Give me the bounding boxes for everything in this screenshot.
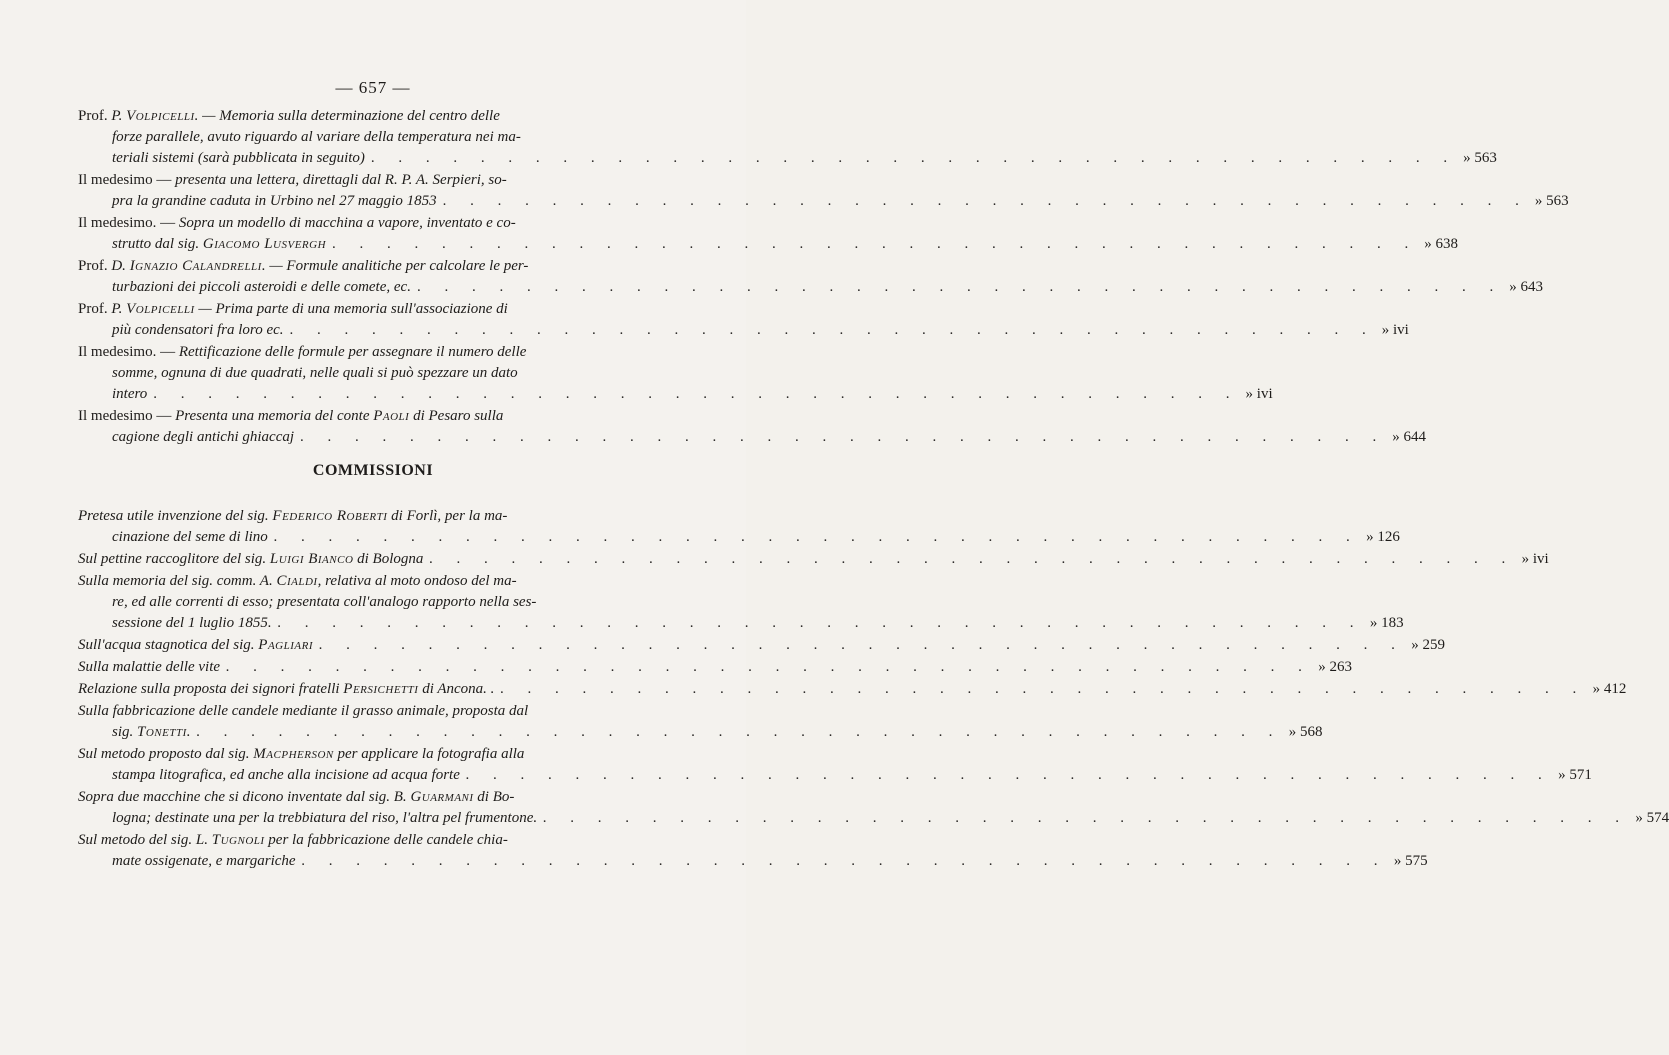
commissions-list xyxy=(78,506,1669,873)
page-reference: » 259 xyxy=(1411,637,1445,653)
text-segment: Il medesimo — xyxy=(78,408,176,424)
entry-text xyxy=(78,215,516,231)
person-name: Persichetti xyxy=(343,681,419,697)
memoir-entry xyxy=(78,299,1409,341)
entry-last-line xyxy=(78,148,1497,169)
memoir-entry xyxy=(78,170,1569,212)
entry-last-line xyxy=(78,613,1404,634)
entry-line xyxy=(78,363,611,384)
text-segment: Prof. xyxy=(78,258,112,274)
entry-text xyxy=(112,129,521,145)
person-name: Paoli xyxy=(373,408,410,424)
text-segment: di Ancona. . xyxy=(418,681,495,697)
text-segment: . — Memoria sulla determinazione del centro delle xyxy=(194,108,500,124)
commission-entry xyxy=(78,549,1549,570)
text-segment: Sull'acqua stagnotica del sig. xyxy=(78,637,259,653)
dot-leader: . . . . . . . . . . . . . . . . . . . . . . . . . . . . . . . . . . . . . . . . xyxy=(370,150,1458,166)
entry-last-line xyxy=(78,549,1549,570)
entry-text xyxy=(112,529,268,545)
entry-line xyxy=(78,170,611,191)
text-segment: stampa litografica, ed anche alla incisione ad acqua forte xyxy=(112,767,460,783)
text-segment: Sulla memoria del sig. comm. A. xyxy=(78,573,277,589)
text-segment: di Forlì, per la ma- xyxy=(387,508,508,524)
text-segment: Sul pettine raccoglitore del sig. xyxy=(78,551,270,567)
entry-text xyxy=(112,365,518,381)
entry-text xyxy=(78,681,494,697)
text-segment: . — Formule analitiche per calcolare le per- xyxy=(261,258,529,274)
page-number: — 657 — xyxy=(335,78,411,97)
commission-entry xyxy=(78,830,1428,872)
memoir-entry xyxy=(78,406,1427,448)
commission-entry xyxy=(78,787,1669,829)
entry-text xyxy=(112,386,147,402)
text-segment: Sulla malattie delle vite xyxy=(78,659,221,675)
entry-text xyxy=(78,551,423,567)
dot-leader: . . . . . . . . . . . . . . . . . . . . . . . . . . . . . . . . . . . . . . . . xyxy=(300,429,1387,445)
page-reference: » 263 xyxy=(1318,659,1353,675)
entry-line xyxy=(78,406,611,427)
entry-text xyxy=(112,322,284,338)
memoirs-list xyxy=(78,106,1569,449)
page-reference: » 575 xyxy=(1393,853,1428,869)
entry-text xyxy=(112,193,437,209)
entry-last-line xyxy=(78,722,1323,743)
text-segment: logna; destinate una per la trebbiatura del riso, l'altra pel frumentone. xyxy=(112,810,538,826)
entry-line xyxy=(78,701,611,722)
entry-line xyxy=(78,299,611,320)
entry-text xyxy=(78,746,524,762)
commission-entry xyxy=(78,679,1627,700)
entry-last-line xyxy=(78,679,1627,700)
entry-line xyxy=(78,571,611,592)
entry-text xyxy=(78,573,517,589)
dot-leader: . . . . . . . . . . . . . . . . . . . . . . . . . . . . . . . . . . . . . . . . xyxy=(301,853,1388,869)
entry-line xyxy=(78,127,611,148)
person-name: Ignazio Calandrelli xyxy=(129,258,262,274)
text-segment: per la fabbricazione delle candele chia- xyxy=(264,832,508,848)
page-reference: » 412 xyxy=(1592,681,1627,697)
person-name: Macpherson xyxy=(253,746,334,762)
text-segment: somme, ognuna di due quadrati, nelle quali si può spezzare un dato xyxy=(112,365,518,381)
person-name: Cialdi xyxy=(276,573,318,589)
text-segment: Presenta una memoria del conte xyxy=(175,408,374,424)
entry-text xyxy=(112,279,411,295)
entry-line xyxy=(78,592,611,613)
dot-leader: . . . . . . . . . . . . . . . . . . . . . . . . . . . . . . . . . . . . . . . . xyxy=(429,551,1516,567)
text-segment: presenta una lettera, direttagli dal R. P. A. Serpieri, so- xyxy=(175,172,507,188)
dot-leader: . . . . . . . . . . . . . . . . . . . . . . . . . . . . . . . . . . . . . . . . xyxy=(543,810,1630,826)
entry-line xyxy=(78,787,611,808)
text-segment: Prof. xyxy=(78,301,112,317)
text-segment: D. xyxy=(111,258,130,274)
person-name: Giacomo Lusvergh xyxy=(202,236,327,252)
section-heading-commissioni: COMMISSIONI xyxy=(312,462,434,479)
dot-leader: . . . . . . . . . . . . . . . . . . . . . . . . . . . . . . . . . . . . . . . . xyxy=(153,386,1240,402)
text-segment: Relazione sulla proposta dei signori fratelli xyxy=(78,681,344,697)
text-segment: Sul metodo del sig. L. xyxy=(78,832,212,848)
text-segment: sig. xyxy=(112,724,138,740)
entry-text xyxy=(78,108,500,124)
commission-entry xyxy=(78,571,1404,634)
entry-text xyxy=(112,594,536,610)
commission-entry xyxy=(78,506,1400,548)
entry-last-line xyxy=(78,234,1459,255)
entry-text xyxy=(78,789,514,805)
entry-text xyxy=(78,508,507,524)
commission-entry xyxy=(78,657,1353,678)
text-segment: pra la grandine caduta in Urbino nel 27 maggio 1853 xyxy=(112,193,437,209)
entry-line xyxy=(78,744,611,765)
memoir-entry xyxy=(78,213,1459,255)
entry-last-line xyxy=(78,635,1445,656)
dot-leader: . . . . . . . . . . . . . . . . . . . . . . . . . . . . . . . . . . . . . . . . xyxy=(226,659,1313,675)
text-segment: Il medesimo — xyxy=(78,172,176,188)
text-segment: di Bologna xyxy=(353,551,424,567)
entry-last-line xyxy=(78,277,1543,298)
text-segment: Pretesa utile invenzione del sig. xyxy=(78,508,273,524)
text-segment: cagione degli antichi ghiaccaj xyxy=(112,429,295,445)
page-reference: » 126 xyxy=(1366,529,1400,545)
text-segment: , relativa al moto ondoso del ma- xyxy=(317,573,517,589)
text-segment: turbazioni dei piccoli asteroidi e delle comete, ec. xyxy=(112,279,411,295)
text-segment: Sul metodo proposto dal sig. xyxy=(78,746,254,762)
dot-leader: . . . . . . . . . . . . . . . . . . . . . . . . . . . . . . . . . . . . . . . . xyxy=(442,193,1529,209)
page-reference: » ivi xyxy=(1381,322,1409,338)
entry-last-line xyxy=(78,384,1273,405)
text-segment: di Bo- xyxy=(473,789,515,805)
commission-entry xyxy=(78,701,1323,743)
text-segment: Il medesimo. — xyxy=(78,215,179,231)
person-name: Federico Roberti xyxy=(272,508,388,524)
text-segment: Rettificazione delle formule per assegnare il numero delle xyxy=(178,344,527,360)
commission-entry xyxy=(78,635,1445,656)
page-reference: » 638 xyxy=(1424,236,1459,252)
entry-last-line xyxy=(78,320,1409,341)
entry-line xyxy=(78,506,611,527)
page-reference: » 571 xyxy=(1558,767,1592,783)
entry-text xyxy=(78,659,220,675)
page-reference: » 563 xyxy=(1463,150,1497,166)
memoir-entry xyxy=(78,106,1497,169)
dot-leader: . . . . . . . . . . . . . . . . . . . . . . . . . . . . . . . . . . . . . . . . xyxy=(319,637,1406,653)
dot-leader: . . . . . . . . . . . . . . . . . . . . . . . . . . . . . . . . . . . . . . . . xyxy=(332,236,1419,252)
entry-text xyxy=(112,853,296,869)
text-segment: Sopra un modello di macchina a vapore, inventato e co- xyxy=(178,215,516,231)
text-segment: Sulla fabbricazione delle candele mediante il grasso animale, proposta dal xyxy=(78,703,529,719)
dot-leader: . . . . . . . . . . . . . . . . . . . . . . . . . . . . . . . . . . . . . . . . xyxy=(273,529,1361,545)
entry-text xyxy=(112,236,326,252)
text-segment: strutto dal sig. xyxy=(112,236,203,252)
page-reference: » 643 xyxy=(1509,279,1543,295)
dot-leader: . . . . . . . . . . . . . . . . . . . . . . . . . . . . . . . . . . . . . . . . xyxy=(416,279,1504,295)
page-reference: » 574 xyxy=(1635,810,1669,826)
page-reference: » ivi xyxy=(1245,386,1273,402)
entry-text xyxy=(112,810,537,826)
entry-text xyxy=(78,832,508,848)
person-name: Pagliari xyxy=(258,637,313,653)
page-reference: » 183 xyxy=(1369,615,1404,631)
person-name: Volpicelli xyxy=(126,108,195,124)
entry-line xyxy=(78,106,611,127)
entry-text xyxy=(78,172,507,188)
text-segment: re, ed alle correnti di esso; presentata coll'analogo rapporto nella ses- xyxy=(112,594,537,610)
text-segment: sessione del 1 luglio 1855. xyxy=(112,615,272,631)
person-name: Luigi Bianco xyxy=(269,551,354,567)
entry-text xyxy=(78,408,503,424)
dot-leader: . . . . . . . . . . . . . . . . . . . . . . . . . . . . . . . . . . . . . . . . xyxy=(465,767,1553,783)
text-segment: di Pesaro sulla xyxy=(409,408,504,424)
entry-text xyxy=(112,429,294,445)
text-segment: cinazione del seme di lino xyxy=(112,529,268,545)
entry-line xyxy=(78,342,611,363)
entry-text xyxy=(112,724,191,740)
text-segment: intero xyxy=(112,386,148,402)
dot-leader: . . . . . . . . . . . . . . . . . . . . . . . . . . . . . . . . . . . . . . . . xyxy=(196,724,1283,740)
page-reference: » 568 xyxy=(1288,724,1323,740)
dot-leader: . . . . . . . . . . . . . . . . . . . . . . . . . . . . . . . . . . . . . . . . xyxy=(277,615,1364,631)
entry-text xyxy=(112,615,272,631)
entry-last-line xyxy=(78,851,1428,872)
dot-leader: . . . . . . . . . . . . . . . . . . . . . . . . . . . . . . . . . . . . . . . . xyxy=(500,681,1587,697)
entry-text xyxy=(78,301,508,317)
person-name: Tonetti xyxy=(137,724,187,740)
page-reference: » 563 xyxy=(1534,193,1569,209)
person-name: Volpicelli xyxy=(126,301,195,317)
entry-line xyxy=(78,830,611,851)
text-segment: Il medesimo. — xyxy=(78,344,179,360)
text-segment: P. xyxy=(111,108,127,124)
entry-line xyxy=(78,256,611,277)
entry-last-line xyxy=(78,427,1427,448)
entry-text xyxy=(112,150,365,166)
text-segment: più condensatori fra loro ec. xyxy=(112,322,284,338)
text-segment: Prof. xyxy=(78,108,112,124)
person-name: Guarmani xyxy=(410,789,474,805)
page-reference: » ivi xyxy=(1521,551,1549,567)
entry-last-line xyxy=(78,657,1353,678)
text-segment: — Prima parte di una memoria sull'associazione di xyxy=(194,301,508,317)
entry-last-line xyxy=(78,191,1569,212)
entry-last-line xyxy=(78,765,1592,786)
entry-text xyxy=(78,703,528,719)
text-segment: Sopra due macchine che si dicono inventate dal sig. B. xyxy=(78,789,411,805)
text-segment: mate ossigenate, e margariche xyxy=(112,853,296,869)
entry-last-line xyxy=(78,808,1669,829)
page-reference: » 644 xyxy=(1392,429,1427,445)
commission-entry xyxy=(78,744,1592,786)
text-segment: per applicare la fotografia alla xyxy=(333,746,525,762)
entry-text xyxy=(78,258,528,274)
memoir-entry xyxy=(78,342,1273,405)
person-name: Tugnoli xyxy=(211,832,265,848)
text-segment: teriali sistemi (sarà pubblicata in seguito) xyxy=(112,150,365,166)
text-segment: P. xyxy=(111,301,127,317)
entry-last-line xyxy=(78,527,1400,548)
entry-text xyxy=(78,637,313,653)
text-segment: forze parallele, avuto riguardo al variare della temperatura nei ma- xyxy=(112,129,521,145)
text-segment: . xyxy=(186,724,191,740)
entry-text xyxy=(78,344,526,360)
entry-text xyxy=(112,767,460,783)
entry-line xyxy=(78,213,611,234)
memoir-entry xyxy=(78,256,1543,298)
dot-leader: . . . . . . . . . . . . . . . . . . . . . . . . . . . . . . . . . . . . . . . . xyxy=(289,322,1376,338)
